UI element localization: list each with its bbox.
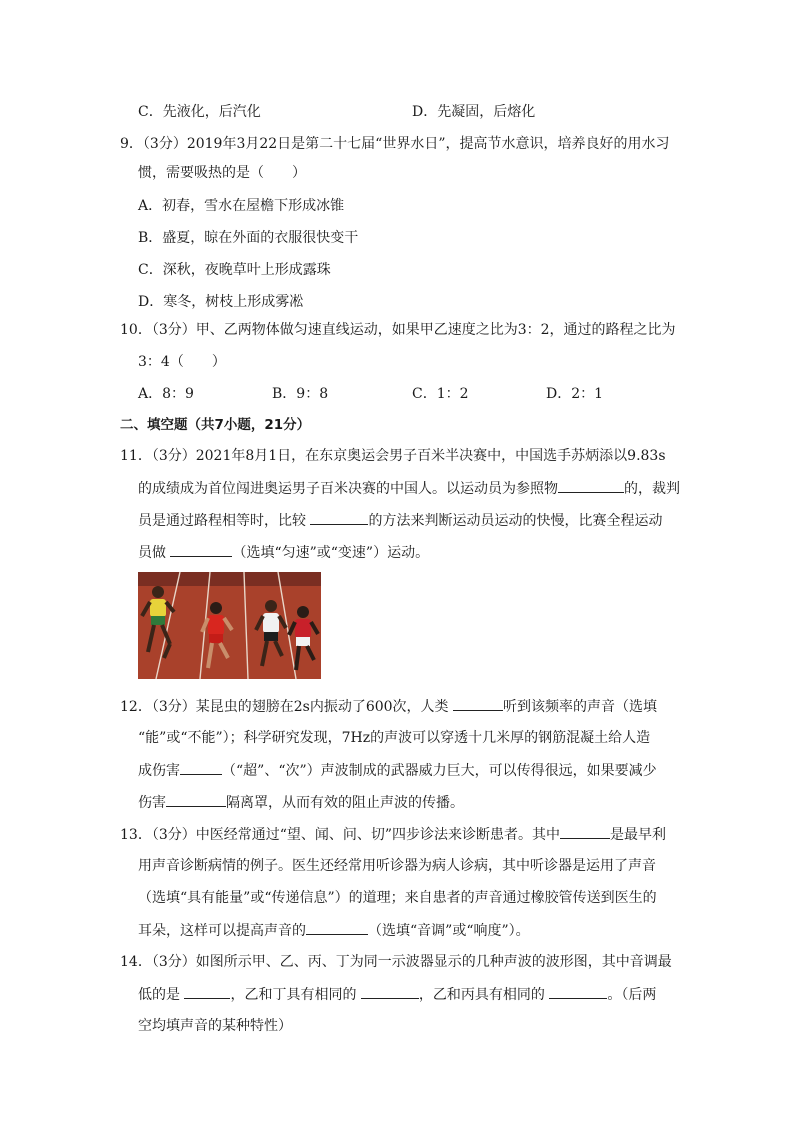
q14-text: 低的是 — [138, 987, 185, 1003]
q9-option-c: C．深秋，夜晚草叶上形成露珠 — [138, 262, 331, 278]
q10-option-a: A．8：9 — [138, 386, 194, 402]
q9-stem-line1: 9．（3分）2019年3月22日是第二十七届“世界水日”，提高节水意识，培养良好的用水习 — [120, 136, 670, 152]
q11-text: 的，裁判 — [624, 481, 680, 497]
answer-blank[interactable] — [180, 760, 222, 775]
q14-stem-line3: 空均填声音的某种特性） — [138, 1018, 292, 1034]
answer-blank[interactable] — [558, 478, 624, 493]
answer-blank[interactable] — [170, 542, 232, 557]
q9-option-a: A．初春，雪水在屋檐下形成冰锥 — [138, 198, 345, 214]
q13-text: 耳朵，这样可以提高声音的 — [138, 923, 306, 939]
answer-blank[interactable] — [166, 792, 226, 807]
q12-text: 伤害 — [138, 795, 166, 811]
q8-option-c: C．先液化，后汽化 — [138, 104, 261, 120]
answer-blank[interactable] — [560, 824, 610, 839]
q13-text: 13．（3分）中医经常通过“望、闻、问、切”四步诊法来诊断患者。其中 — [120, 827, 561, 843]
q10-stem-line2: 3：4（ ） — [138, 354, 226, 370]
q12-stem-line3 — [138, 760, 657, 781]
q12-text: 隔离罩，从而有效的阻止声波的传播。 — [226, 795, 464, 811]
q11-text: 的方法来判断运动员运动的快慢，比赛全程运动 — [368, 513, 663, 529]
answer-blank[interactable] — [184, 984, 230, 999]
q12-stem-line2: “能”或“不能”）；科学研究发现，7Hz的声波可以穿透十几米厚的钢筋混凝土给人造 — [138, 730, 651, 746]
q13-stem-line4 — [138, 920, 530, 941]
answer-blank[interactable] — [310, 510, 368, 525]
q12-text: 成伤害 — [138, 763, 180, 779]
q10-option-d: D．2：1 — [546, 386, 604, 402]
sprinters-photo — [138, 572, 321, 679]
q13-stem-line3: （选填“具有能量”或“传递信息”）的道理；来自患者的声音通过橡胶管传送到医生的 — [138, 890, 657, 906]
answer-blank[interactable] — [453, 696, 503, 711]
q11-text: （选填“匀速”或“变速”）运动。 — [232, 545, 430, 561]
q12-text: 听到该频率的声音（选填 — [502, 699, 657, 715]
q13-stem-line2: 用声音诊断病情的例子。医生还经常用听诊器为病人诊病，其中听诊器是运用了声音 — [138, 858, 656, 874]
answer-blank[interactable] — [549, 984, 607, 999]
section-heading: 二、填空题（共7小题，21分） — [120, 417, 311, 433]
q11-text: 的成绩成为首位闯进奥运男子百米决赛的中国人。以运动员为参照物 — [138, 481, 558, 497]
answer-blank[interactable] — [361, 984, 419, 999]
q14-text: 。（后两 — [607, 987, 657, 1003]
q12-text: （“超”、“次”）声波制成的武器威力巨大，可以传得很远，如果要减少 — [222, 763, 657, 779]
q11-text: 员是通过路程相等时，比较 — [138, 513, 311, 529]
answer-blank[interactable] — [306, 920, 368, 935]
q10-option-c: C．1：2 — [412, 386, 469, 402]
q11-stem-line3 — [138, 510, 662, 531]
q14-stem-line1: 14．（3分）如图所示甲、乙、丙、丁为同一示波器显示的几种声波的波形图，其中音调最 — [120, 954, 672, 970]
q11-text: 员做 — [138, 545, 171, 561]
q13-text: 是最早利 — [610, 827, 667, 843]
q12-stem-line4 — [138, 792, 464, 813]
q13-stem-line1 — [120, 824, 666, 845]
q9-stem-line2: 惯，需要吸热的是（ ） — [138, 165, 306, 181]
q10-option-b: B．9：8 — [272, 386, 329, 402]
q14-text: ，乙和丙具有相同的 — [418, 987, 550, 1003]
q10-stem-line1: 10．（3分）甲、乙两物体做匀速直线运动，如果甲乙速度之比为3：2，通过的路程之比为 — [120, 322, 676, 338]
q13-text: （选填“音调”或“响度”）。 — [368, 923, 530, 939]
q8-option-d: D．先凝固，后熔化 — [412, 104, 536, 120]
q9-option-d: D．寒冬，树枝上形成雾凇 — [138, 294, 304, 310]
q12-stem-line1 — [120, 696, 657, 717]
q14-text: ，乙和丁具有相同的 — [230, 987, 361, 1003]
q9-option-b: B．盛夏，晾在外面的衣服很快变干 — [138, 230, 359, 246]
q11-stem-line1: 11．（3分）2021年8月1日，在东京奥运会男子百米半决赛中，中国选手苏炳添以9.83s — [120, 448, 666, 464]
q11-stem-line2 — [138, 478, 680, 499]
q12-text: 12．（3分）某昆虫的翅膀在2s内振动了600次，人类 — [120, 699, 453, 715]
q11-stem-line4 — [138, 542, 429, 563]
q14-stem-line2 — [138, 984, 656, 1005]
